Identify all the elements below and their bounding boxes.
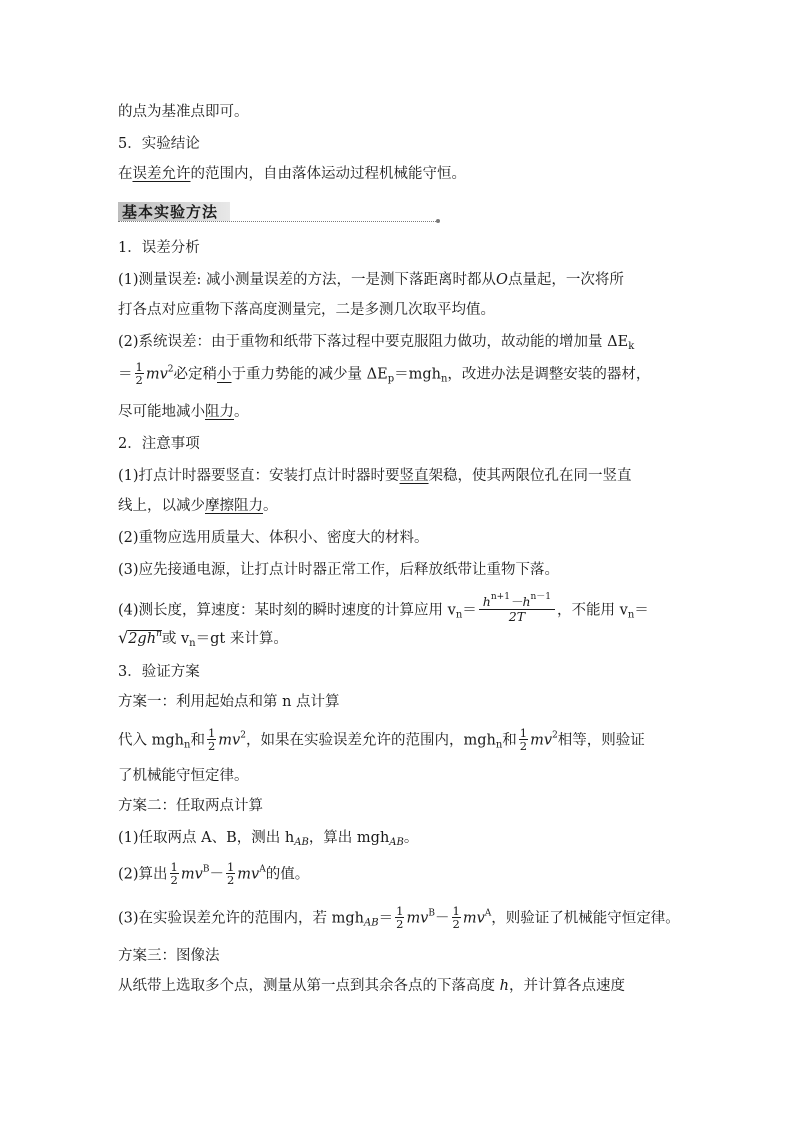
heading-verification-plans: 3．验证方案: [118, 664, 200, 680]
text-line: 线上，以减少摩擦阻力。: [118, 498, 278, 514]
formula-line: $√2gh^n$或 $v_n=gt$ 来计算。: [118, 628, 288, 649]
fraction: $\frac{1}{2}$: [170, 860, 178, 887]
text-line: 的点为基准点即可。: [118, 104, 249, 120]
formula-line: 代入 mgh$_n$和 $\frac{1}{2}$ $mv^2$，如果在实验误差允许的范围内，mgh$_n$和 $\frac{1}{2}$ $mv^2$相等，则验证: [118, 726, 645, 753]
plan-two-heading: 方案二：任取两点计算: [118, 798, 263, 814]
section-header: [118, 200, 440, 222]
text-line: (3)应先接通电源，让打点计时器正常工作，后释放纸带让重物下落。: [118, 562, 560, 578]
text-line: 尽可能地减小阻力。: [118, 404, 249, 420]
heading-precautions: 2．注意事项: [118, 436, 200, 452]
text-line: 从纸带上选取多个点，测量从第一点到其余各点的下落高度 h，并计算各点速度: [118, 978, 625, 994]
square-root: $√2gh^n$: [118, 628, 162, 647]
plan-three-heading: 方案三：图像法: [118, 948, 220, 964]
fraction: $\frac{1}{2}$: [207, 726, 216, 753]
plan-one-heading: 方案一：利用起始点和第 n 点计算: [118, 694, 340, 710]
section-title: 基本实验方法: [122, 203, 219, 221]
fraction: $\frac{1}{2}$: [226, 860, 235, 887]
text-line: (2)系统误差：由于重物和纸带下落过程中要克服阻力做功，故动能的增加量 $\Delta E_k$: [118, 334, 635, 352]
fraction: $\frac{1}{2}$: [452, 904, 460, 931]
text-line: 了机械能守恒定律。: [118, 768, 249, 784]
text-line: 打各点对应重物下落高度测量完，二是多测几次取平均值。: [118, 302, 495, 318]
heading-error-analysis: 1．误差分析: [118, 240, 200, 256]
section-header-dot: [436, 219, 440, 223]
text-line: (1)任取两点 A、B，测出 $h_{AB}$，算出 mgh$_{AB}$。: [118, 830, 419, 848]
text-line: (1)打点计时器要竖直：安装打点计时器时要竖直架稳，使其两限位孔在同一竖直: [118, 468, 632, 484]
velocity-fraction: $\frac{h^{n+1}-h^{n-1}}{2T}$: [479, 595, 555, 624]
text-line: (2)重物应选用质量大、体积小、密度大的材料。: [118, 530, 429, 546]
formula-line: (2)算出 $\frac{1}{2}$ $mv^B-$ $\frac{1}{2}$ $mv^A$的值。: [118, 860, 310, 887]
formula-line: (3)在实验误差允许的范围内，若 mgh$_{AB}$＝ $\frac{1}{2}$ $mv^B-$ $\frac{1}{2}$ $mv^A$，则验证了机械能守恒定律。: [118, 904, 680, 931]
formula-line: ＝ $\frac{1}{2}$ $mv^2$必定稍小于重力势能的减少量 $\Delta E_p=mgh_n$，改进办法是调整安装的器材，: [118, 360, 651, 387]
text-line: 在误差允许的范围内，自由落体运动过程机械能守恒。: [118, 166, 466, 182]
fraction: $\frac{1}{2}$: [135, 360, 143, 387]
formula-line: (4)测长度，算速度：某时刻的瞬时速度的计算应用 $v_n=$ $\frac{h^{n+1}-h^{n-1}}{2T}$ ，不能用 $v_n=$: [118, 592, 649, 624]
text-line: (1)测量误差: 减小测量误差的方法，一是测下落距离时都从O点量起，一次将所: [118, 272, 624, 288]
fraction: $\frac{1}{2}$: [396, 904, 404, 931]
heading-experiment-conclusion: 5．实验结论: [118, 136, 200, 152]
underlined-term: 误差允许: [132, 166, 191, 182]
fraction: $\frac{1}{2}$: [519, 726, 528, 753]
